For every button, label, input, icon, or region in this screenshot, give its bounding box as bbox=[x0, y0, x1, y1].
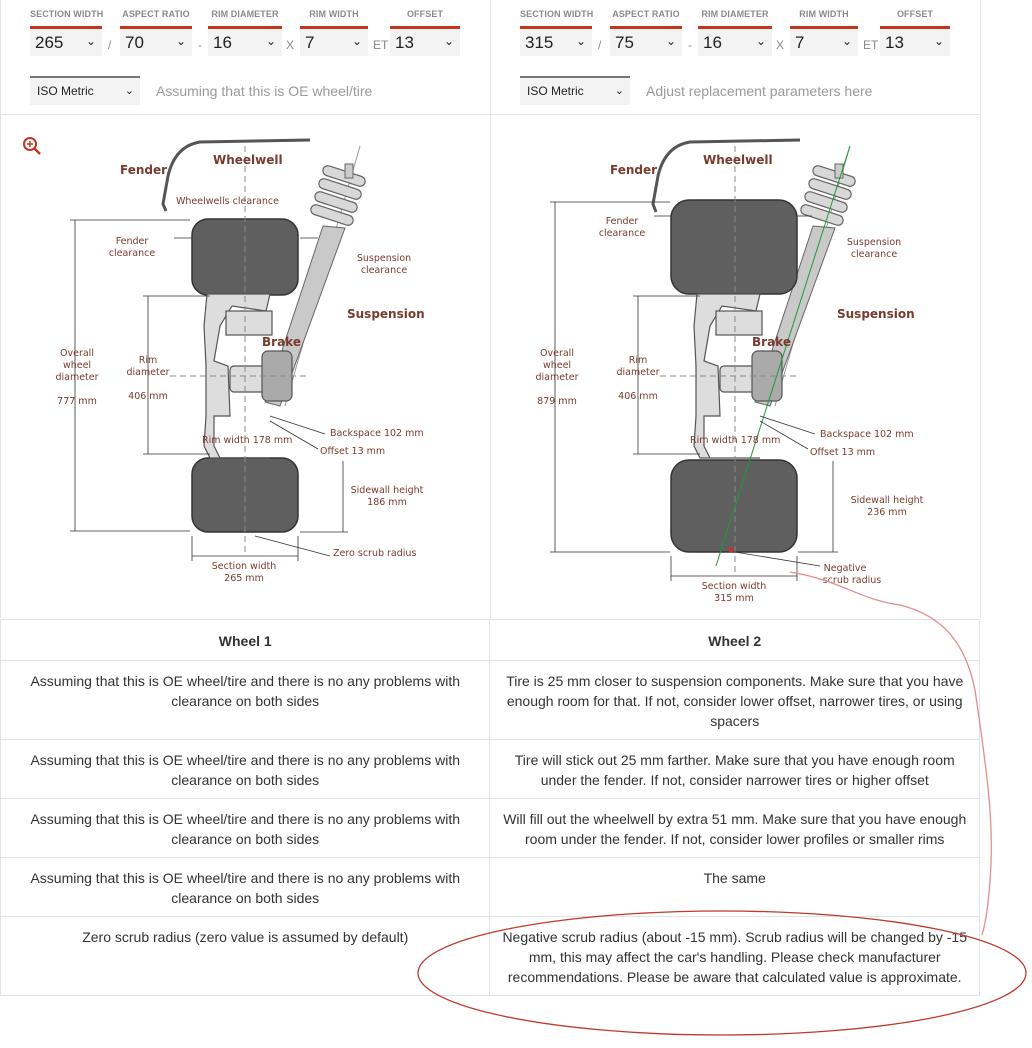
wheel1-cell: Assuming that this is OE wheel/tire and there is no any problems with clearance on both sides bbox=[1, 858, 490, 917]
wheel2-header: Wheel 2 bbox=[490, 620, 980, 661]
wheel1-aspect-ratio[interactable] bbox=[120, 8, 192, 56]
separator: X bbox=[286, 38, 295, 52]
aspect-ratio-select[interactable]: 70 ⌄ bbox=[120, 26, 192, 56]
wheel1-cell: Assuming that this is OE wheel/tire and there is no any problems with clearance on both sides bbox=[1, 740, 490, 799]
table-header-row bbox=[1, 620, 980, 661]
wheelwell-label: Wheelwell bbox=[703, 153, 773, 167]
svg-text:Overallwheeldiameter: Overall wheel diameter bbox=[535, 348, 579, 383]
chevron-down-icon: ⌄ bbox=[443, 34, 454, 48]
chevron-down-icon: ⌄ bbox=[841, 34, 852, 48]
svg-text:Section width265 mm: Section width 265 mm bbox=[211, 561, 277, 584]
table-row bbox=[1, 858, 980, 917]
wheel2-section-width[interactable] bbox=[520, 8, 592, 56]
wheel1-offset[interactable] bbox=[390, 8, 460, 56]
field-label: SECTION WIDTH bbox=[30, 9, 104, 19]
wheel2-standard-select[interactable]: ISO Metric ⌄ bbox=[520, 76, 630, 105]
comparison-table bbox=[0, 619, 980, 996]
section-width-select[interactable]: 315 ⌄ bbox=[520, 26, 592, 56]
rim-width-label: Rim width 178 mm bbox=[690, 435, 781, 446]
scrub-point bbox=[729, 548, 734, 553]
separator: ET bbox=[863, 38, 879, 52]
wheel2-aspect-ratio[interactable] bbox=[610, 8, 682, 56]
rim-width-select[interactable]: 7 ⌄ bbox=[790, 26, 858, 56]
rim-shape bbox=[204, 294, 292, 458]
wheel1-header: Wheel 1 bbox=[1, 620, 490, 661]
wheel1-diagram bbox=[0, 116, 490, 618]
table-row bbox=[1, 740, 980, 799]
scrub-radius-label: Zero scrub radius bbox=[333, 548, 417, 559]
svg-text:Overallwheeldiameter: Overall wheel diameter bbox=[55, 348, 99, 383]
rim-diameter-select[interactable]: 16 ⌄ bbox=[208, 26, 282, 56]
wheel2-rim-width[interactable] bbox=[790, 8, 858, 56]
svg-text:Sidewall height236 mm: Sidewall height 236 mm bbox=[850, 495, 924, 518]
suspension-label: Suspension bbox=[347, 307, 425, 321]
column-border-right bbox=[980, 0, 981, 618]
rim-diameter-value: 406 mm bbox=[618, 391, 658, 402]
backspace-label: Backspace 102 mm bbox=[820, 429, 914, 440]
offset-label: Offset 13 mm bbox=[320, 446, 386, 457]
svg-text:Sidewall height186 mm: Sidewall height 186 mm bbox=[350, 485, 424, 508]
chevron-down-icon: ⌄ bbox=[933, 34, 944, 48]
svg-text:Rimdiameter: Rim diameter bbox=[616, 355, 660, 378]
offset-label: Offset 13 mm bbox=[810, 447, 876, 458]
chevron-down-icon: ⌄ bbox=[575, 34, 586, 48]
overall-diameter-value: 879 mm bbox=[537, 396, 577, 407]
backspace-label: Backspace 102 mm bbox=[330, 428, 424, 439]
brake-label: Brake bbox=[752, 335, 791, 349]
aspect-ratio-select[interactable]: 75 ⌄ bbox=[610, 26, 682, 56]
field-label: ASPECT RATIO bbox=[612, 9, 680, 19]
wheel2-cell: Tire will stick out 25 mm farther. Make sure that you have enough room under the fender. If not, consider narrower tires or higher offset bbox=[490, 740, 980, 799]
wheelwell-label: Wheelwell bbox=[213, 153, 283, 167]
table-row bbox=[1, 661, 980, 740]
suspension-label: Suspension bbox=[837, 307, 915, 321]
field-label: RIM DIAMETER bbox=[211, 9, 279, 19]
field-label: OFFSET bbox=[406, 9, 444, 19]
chevron-down-icon: ⌄ bbox=[665, 34, 676, 48]
chevron-down-icon: ⌄ bbox=[614, 85, 624, 97]
offset-select[interactable]: 13 ⌄ bbox=[880, 26, 950, 56]
field-label: ASPECT RATIO bbox=[122, 9, 190, 19]
chevron-down-icon: ⌄ bbox=[755, 34, 766, 48]
wheel1-standard-select[interactable]: ISO Metric ⌄ bbox=[30, 76, 140, 105]
offset-select[interactable]: 13 ⌄ bbox=[390, 26, 460, 56]
wheel2-cell: Negative scrub radius (about -15 mm). Scrub radius will be changed by -15 mm, this may affect the car's handling. Please check manufacturer recommendations. Please be aware that calculated value is approximate. bbox=[490, 917, 980, 996]
chevron-down-icon: ⌄ bbox=[124, 85, 134, 97]
field-label: OFFSET bbox=[896, 9, 934, 19]
zoom-icon[interactable] bbox=[24, 138, 40, 154]
rim-width-select[interactable]: 7 ⌄ bbox=[300, 26, 368, 56]
table-row bbox=[1, 799, 980, 858]
wheel1-note: Assuming that this is OE wheel/tire bbox=[156, 83, 373, 99]
svg-text:Suspensionclearance: Suspension clearance bbox=[356, 253, 412, 276]
wheel1-cell: Assuming that this is OE wheel/tire and there is no any problems with clearance on both sides bbox=[1, 799, 490, 858]
chevron-down-icon: ⌄ bbox=[265, 34, 276, 48]
wheel2-cell: Tire is 25 mm closer to suspension components. Make sure that you have enough room for that. If not, consider lower offset, narrower tires, or using spacers bbox=[490, 661, 980, 740]
wheel1-rim-diameter[interactable] bbox=[208, 8, 282, 56]
separator: ET bbox=[373, 38, 389, 52]
section-divider bbox=[0, 114, 980, 115]
wheel1-rim-width[interactable] bbox=[300, 8, 368, 56]
rim-width-label: Rim width 178 mm bbox=[202, 435, 293, 446]
field-label: RIM WIDTH bbox=[799, 9, 849, 19]
separator: - bbox=[688, 38, 692, 52]
fender-label: Fender bbox=[610, 163, 658, 177]
chevron-down-icon: ⌄ bbox=[85, 34, 96, 48]
section-width-select[interactable]: 265 ⌄ bbox=[30, 26, 102, 56]
field-label: SECTION WIDTH bbox=[520, 9, 594, 19]
rim-diameter-value: 406 mm bbox=[128, 391, 168, 402]
separator: - bbox=[198, 38, 202, 52]
tire-bottom bbox=[671, 460, 797, 552]
wheel2-offset[interactable] bbox=[880, 8, 950, 56]
wheel2-cell: The same bbox=[490, 858, 980, 917]
svg-text:Fenderclearance: Fender clearance bbox=[108, 236, 156, 259]
field-label: RIM DIAMETER bbox=[701, 9, 769, 19]
svg-text:Rimdiameter: Rim diameter bbox=[126, 355, 170, 378]
rim-diameter-select[interactable]: 16 ⌄ bbox=[698, 26, 772, 56]
wheel2-diagram bbox=[490, 116, 980, 618]
wheel2-cell: Will fill out the wheelwell by extra 51 mm. Make sure that you have enough room under the fender. If not, consider lower profiles or smaller rims bbox=[490, 799, 980, 858]
svg-text:Fenderclearance: Fender clearance bbox=[598, 216, 646, 239]
fender-label: Fender bbox=[120, 163, 168, 177]
wheel1-cell: Zero scrub radius (zero value is assumed by default) bbox=[1, 917, 490, 996]
separator: X bbox=[776, 38, 785, 52]
wheel2-note: Adjust replacement parameters here bbox=[646, 83, 873, 99]
svg-text:Section width315 mm: Section width 315 mm bbox=[701, 581, 767, 604]
rim-shape bbox=[694, 294, 782, 458]
svg-text:Negativescrub radius: Negative scrub radius bbox=[822, 563, 882, 586]
tire-top bbox=[671, 200, 797, 294]
wheel1-section-width[interactable] bbox=[30, 8, 102, 56]
separator: / bbox=[598, 38, 602, 52]
overall-diameter-value: 777 mm bbox=[57, 396, 97, 407]
chevron-down-icon: ⌄ bbox=[175, 34, 186, 48]
wheelwells-clearance-label: Wheelwells clearance bbox=[176, 196, 279, 207]
field-label: RIM WIDTH bbox=[309, 9, 359, 19]
wheel2-rim-diameter[interactable] bbox=[698, 8, 772, 56]
wheel1-cell: Assuming that this is OE wheel/tire and there is no any problems with clearance on both sides bbox=[1, 661, 490, 740]
separator: / bbox=[108, 38, 112, 52]
svg-text:Suspensionclearance: Suspension clearance bbox=[846, 237, 902, 260]
chevron-down-icon: ⌄ bbox=[351, 34, 362, 48]
table-row bbox=[1, 917, 980, 996]
brake-label: Brake bbox=[262, 335, 301, 349]
